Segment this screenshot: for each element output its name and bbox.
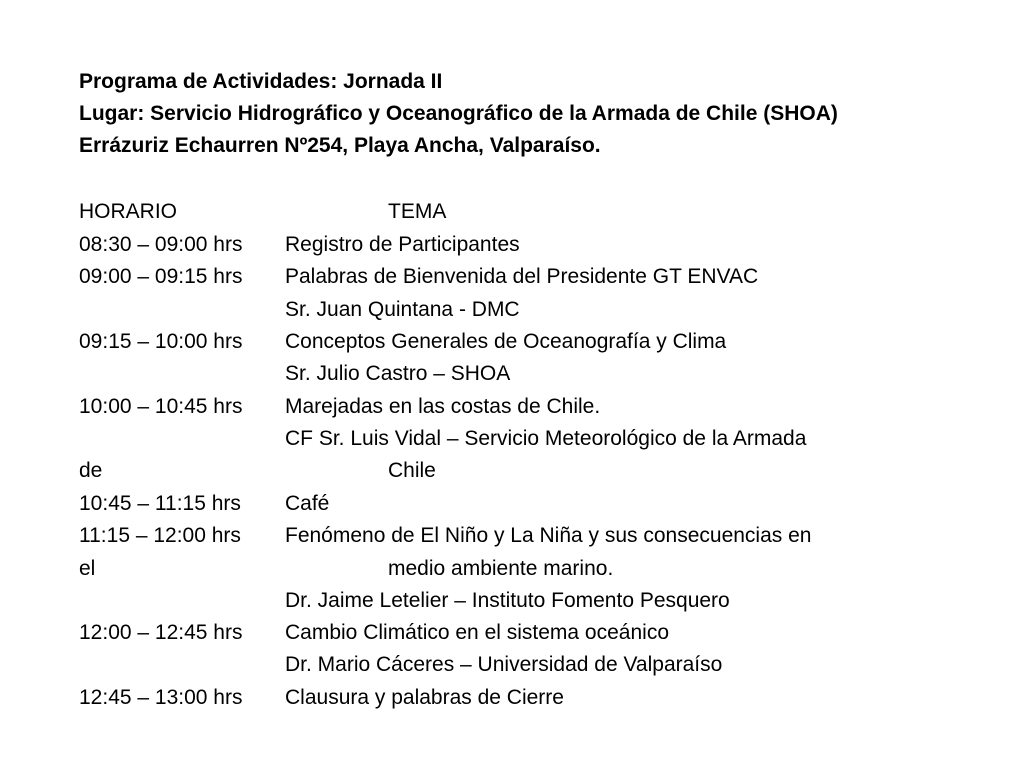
schedule-topic: Palabras de Bienvenida del Presidente GT ENVAC [285, 265, 759, 288]
schedule-topic: medio ambiente marino. [388, 557, 614, 580]
column-header-time: HORARIO [79, 200, 178, 223]
venue-line: Lugar: Servicio Hidrográfico y Oceanográfico de la Armada de Chile (SHOA) [79, 102, 838, 125]
schedule-speaker: Sr. Juan Quintana - DMC [285, 298, 520, 321]
schedule-time: 09:15 – 10:00 hrs [79, 330, 243, 353]
schedule-speaker: CF Sr. Luis Vidal – Servicio Meteorológico de la Armada [285, 427, 807, 450]
schedule-topic: Café [285, 492, 330, 515]
schedule-speaker: Chile [388, 459, 436, 482]
program-title: Programa de Actividades: Jornada II [79, 70, 443, 93]
schedule-topic: Cambio Climático en el sistema oceánico [285, 621, 669, 644]
schedule-time: 11:15 – 12:00 hrs [79, 524, 241, 547]
program-header [79, 66, 838, 162]
schedule-topic: Registro de Participantes [285, 233, 520, 256]
schedule-time: 12:45 – 13:00 hrs [79, 686, 243, 709]
schedule-time: 08:30 – 09:00 hrs [79, 233, 243, 256]
schedule-time: 10:00 – 10:45 hrs [79, 395, 243, 418]
schedule-time: 09:00 – 09:15 hrs [79, 265, 243, 288]
schedule-time: 10:45 – 11:15 hrs [79, 492, 241, 515]
address-line: Errázuriz Echaurren Nº254, Playa Ancha, Valparaíso. [79, 134, 601, 157]
schedule-time: 12:00 – 12:45 hrs [79, 621, 243, 644]
schedule-topic: Fenómeno de El Niño y La Niña y sus consecuencias en [285, 524, 812, 547]
schedule-speaker: Dr. Mario Cáceres – Universidad de Valparaíso [285, 653, 723, 676]
schedule-topic: Clausura y palabras de Cierre [285, 686, 564, 709]
schedule-time: el [79, 557, 96, 580]
schedule-time: de [79, 459, 103, 482]
schedule-topic: Marejadas en las costas de Chile. [285, 395, 601, 418]
schedule-topic: Conceptos Generales de Oceanografía y Clima [285, 330, 727, 353]
column-header-topic: TEMA [388, 200, 447, 223]
schedule-speaker: Dr. Jaime Letelier – Instituto Fomento Pesquero [285, 589, 730, 612]
schedule-speaker: Sr. Julio Castro – SHOA [285, 362, 511, 385]
